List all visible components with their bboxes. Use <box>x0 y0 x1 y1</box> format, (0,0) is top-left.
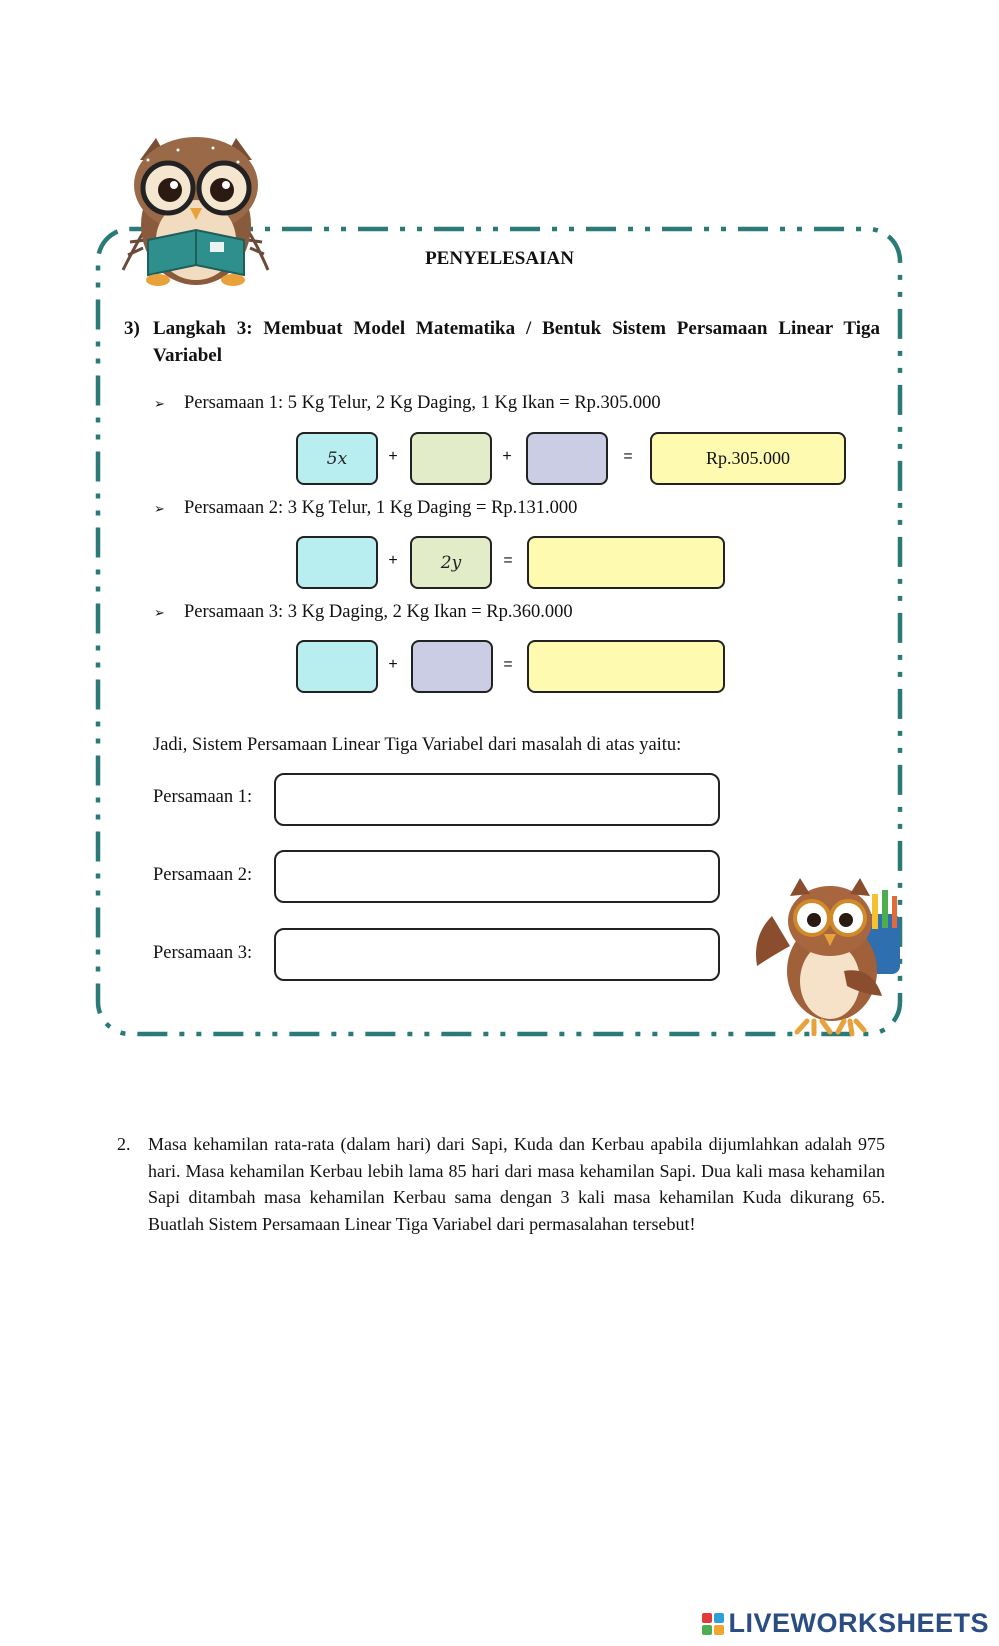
arrow-bullet-icon: ➢ <box>154 397 165 412</box>
conclusion-text: Jadi, Sistem Persamaan Linear Tiga Variabel dari masalah di atas yaitu: <box>153 735 682 755</box>
liveworksheets-logo[interactable] <box>702 1608 989 1639</box>
answer-1-input[interactable] <box>274 773 720 826</box>
plus-sign: + <box>388 552 398 569</box>
plus-sign: + <box>388 656 398 673</box>
logo-grid-icon <box>702 1613 724 1635</box>
eq3-box-result[interactable] <box>527 640 725 693</box>
eq1-box-result[interactable]: Rp.305.000 <box>650 432 846 485</box>
arrow-bullet-icon: ➢ <box>154 502 165 517</box>
answer-2-input[interactable] <box>274 850 720 903</box>
plus-sign: + <box>388 448 398 465</box>
answer-3-label: Persamaan 3: <box>153 943 253 963</box>
eq2-box-result[interactable] <box>527 536 725 589</box>
owl-waving-icon <box>752 876 907 1036</box>
answer-2-label: Persamaan 2: <box>153 865 253 885</box>
step-number: 3) <box>124 318 140 339</box>
question-2-text: Masa kehamilan rata-rata (dalam hari) dari Sapi, Kuda dan Kerbau apabila dijumlahkan adalah 975 hari. Masa kehamilan Kerbau lebih lama 85 hari dari masa kehamilan Sapi. Dua kali masa kehamilan Sapi ditambah masa kehamilan Kerbau sama dengan 3 kali masa kehamilan Kuda dikurang 65. Buatlah Sistem Persamaan Linear Tiga Variabel dari permasalahan tersebut! <box>148 1134 885 1234</box>
equals-sign: = <box>503 552 513 569</box>
answer-1-label: Persamaan 1: <box>153 787 253 807</box>
eq1-box-daging[interactable] <box>410 432 492 485</box>
eq2-box-telur[interactable] <box>296 536 378 589</box>
equals-sign: = <box>503 656 513 673</box>
eq1-box-telur[interactable]: 5x <box>296 432 378 485</box>
equation-3-line <box>154 602 573 623</box>
step-text: Langkah 3: Membuat Model Matematika / Bentuk Sistem Persamaan Linear Tiga Variabel <box>153 318 880 366</box>
answer-3-input[interactable] <box>274 928 720 981</box>
question-2-number: 2. <box>117 1134 131 1154</box>
eq1-box-ikan[interactable] <box>526 432 608 485</box>
eq3-box-ikan[interactable] <box>411 640 493 693</box>
equation-2-line <box>154 498 577 519</box>
equals-sign: = <box>623 448 633 465</box>
equation-3-text: Persamaan 3: 3 Kg Daging, 2 Kg Ikan = Rp.360.000 <box>184 602 573 622</box>
arrow-bullet-icon: ➢ <box>154 606 165 621</box>
plus-sign: + <box>502 448 512 465</box>
equation-2-text: Persamaan 2: 3 Kg Telur, 1 Kg Daging = Rp.131.000 <box>184 498 578 518</box>
page-title: PENYELESAIAN <box>425 248 574 269</box>
brand-name: LIVEWORKSHEETS <box>728 1608 989 1638</box>
eq3-box-daging[interactable] <box>296 640 378 693</box>
equation-1-text: Persamaan 1: 5 Kg Telur, 2 Kg Daging, 1 Kg Ikan = Rp.305.000 <box>184 393 661 413</box>
equation-1-line <box>154 393 661 414</box>
eq2-box-daging[interactable]: 2y <box>410 536 492 589</box>
